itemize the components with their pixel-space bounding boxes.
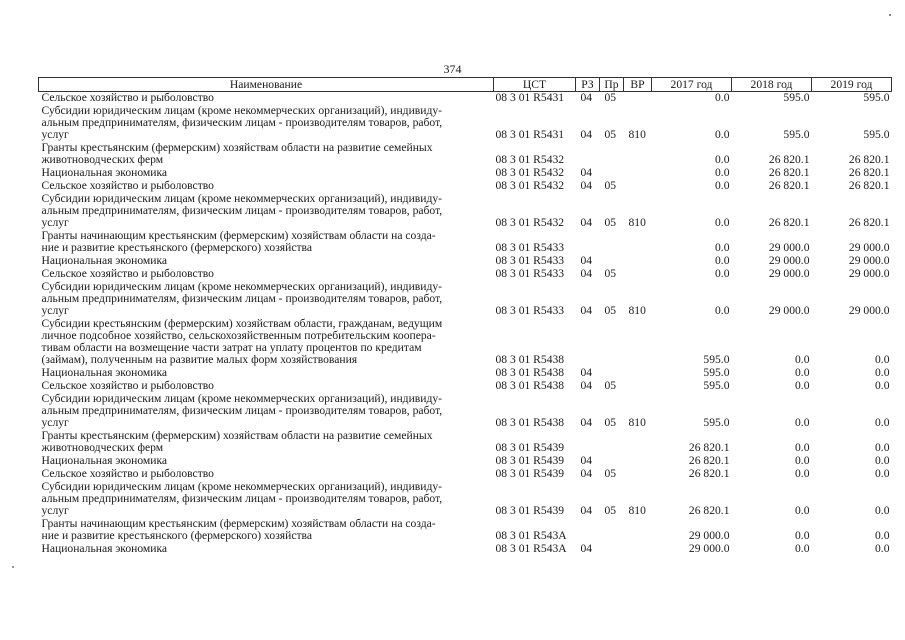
table-row <box>39 367 892 380</box>
cell-2019: 0.0 <box>875 367 890 379</box>
cell-pr <box>600 255 624 268</box>
table-row <box>39 518 892 543</box>
cell-name-line: Сельское хозяйство и рыболовство <box>41 180 214 192</box>
table-row <box>39 281 892 318</box>
cell-2018: 26 820.1 <box>768 167 810 179</box>
cell-name-line: Субсидии юридическим лицам (кроме некоммерческих организаций), индивиду- <box>41 393 443 405</box>
cell-2017: 0.0 <box>715 255 730 267</box>
cell-name-line: Национальная экономика <box>41 255 168 267</box>
cell-2019: 29 000.0 <box>848 255 890 267</box>
cell-name <box>39 543 494 556</box>
cell-2017: 29 000.0 <box>688 543 730 555</box>
header-vr: ВР <box>624 78 652 92</box>
cell-name-line: альным предпринимателям, физическим лицам - производителям товаров, работ, <box>41 204 443 217</box>
cell-2018: 0.0 <box>795 380 810 392</box>
cell-rz: 04 <box>580 255 593 267</box>
cell-pr <box>600 455 624 468</box>
cell-pr: 05 <box>604 416 617 429</box>
cell-2017: 0.0 <box>715 216 730 229</box>
cell-vr <box>624 255 652 268</box>
cell-2017: 0.0 <box>715 241 730 254</box>
cell-name <box>39 518 494 543</box>
cell-name <box>39 367 494 380</box>
cell-2018: 595.0 <box>783 128 810 141</box>
cell-name-line: услуг <box>41 416 69 429</box>
cell-2019: 26 820.1 <box>848 216 890 229</box>
cell-rz: 04 <box>580 504 593 517</box>
cell-2019: 595.0 <box>863 128 890 141</box>
cell-name-line: услуг <box>41 216 69 229</box>
cell-name-line: Сельское хозяйство и рыболовство <box>41 268 214 280</box>
cell-2017: 595.0 <box>703 353 730 366</box>
cell-vr <box>624 142 652 167</box>
cell-2017: 0.0 <box>715 167 730 179</box>
cell-vr <box>624 468 652 481</box>
cell-cst: 08 3 01 R5439 <box>495 441 565 454</box>
cell-name <box>39 167 494 180</box>
cell-name-line: Национальная экономика <box>41 367 168 379</box>
cell-cst: 08 3 01 R5433 <box>495 255 565 267</box>
cell-pr <box>600 518 624 543</box>
cell-name-line: ние и развитие крестьянского (фермерского) хозяйства <box>41 529 312 542</box>
cell-name-line: альным предпринимателям, физическим лицам - производителям товаров, работ, <box>41 404 443 417</box>
header-rz: РЗ <box>576 78 600 92</box>
cell-rz: 04 <box>580 268 593 280</box>
table-row <box>39 230 892 255</box>
cell-2018: 0.0 <box>795 455 810 467</box>
cell-rz <box>576 430 600 455</box>
corner-mark <box>889 14 891 16</box>
cell-pr <box>600 142 624 167</box>
cell-rz: 04 <box>580 367 593 379</box>
cell-2018: 0.0 <box>795 529 810 542</box>
cell-pr: 05 <box>604 91 617 104</box>
cell-name-line: Субсидии юридическим лицам (кроме некоммерческих организаций), индивиду- <box>41 193 443 205</box>
cell-2019: 0.0 <box>875 543 890 555</box>
cell-2017: 0.0 <box>715 304 730 317</box>
cell-name <box>39 455 494 468</box>
cell-rz: 04 <box>580 180 593 192</box>
cell-2018: 0.0 <box>795 353 810 366</box>
cell-pr: 05 <box>604 380 617 392</box>
cell-name <box>39 92 494 106</box>
cell-name-line: услуг <box>41 504 69 517</box>
cell-rz: 04 <box>580 91 593 104</box>
cell-2018: 0.0 <box>795 416 810 429</box>
page-number: 374 <box>443 62 462 76</box>
cell-name-line: альным предпринимателям, физическим лицам - производителям товаров, работ, <box>41 492 443 505</box>
cell-pr <box>600 543 624 556</box>
cell-2017: 26 820.1 <box>688 455 730 467</box>
cell-name <box>39 230 494 255</box>
cell-cst: 08 3 01 R5431 <box>495 91 565 104</box>
cell-2017: 0.0 <box>715 91 730 104</box>
cell-name <box>39 468 494 481</box>
cell-pr: 05 <box>604 268 617 280</box>
cell-2019: 0.0 <box>875 441 890 454</box>
header-2019: 2019 год <box>812 78 892 92</box>
cell-vr <box>624 167 652 180</box>
cell-2017: 0.0 <box>715 268 730 280</box>
budget-table <box>38 77 892 556</box>
cell-vr <box>624 543 652 556</box>
cell-2019: 29 000.0 <box>848 241 890 254</box>
cell-cst: 08 3 01 R543A <box>495 529 567 542</box>
cell-2018: 29 000.0 <box>768 255 810 267</box>
cell-cst: 08 3 01 R5431 <box>495 128 565 141</box>
cell-cst: 08 3 01 R5439 <box>495 455 565 467</box>
cell-name-line: услуг <box>41 128 69 141</box>
cell-name-line: Национальная экономика <box>41 455 168 467</box>
table-row <box>39 318 892 367</box>
cell-rz <box>576 230 600 255</box>
cell-name-line: Сельское хозяйство и рыболовство <box>41 91 214 104</box>
cell-cst: 08 3 01 R5432 <box>495 216 565 229</box>
cell-cst: 08 3 01 R5439 <box>495 504 565 517</box>
cell-cst: 08 3 01 R5438 <box>495 380 565 392</box>
cell-name-line: Сельское хозяйство и рыболовство <box>41 380 214 392</box>
cell-cst: 08 3 01 R5432 <box>495 180 565 192</box>
cell-name-line: тивам области на возмещение части затрат на уплату процентов по кредитам <box>41 341 422 354</box>
table-row <box>39 142 892 167</box>
cell-pr: 05 <box>604 180 617 192</box>
cell-2018: 0.0 <box>795 504 810 517</box>
cell-2019: 0.0 <box>875 416 890 429</box>
cell-pr <box>600 430 624 455</box>
table-row <box>39 455 892 468</box>
cell-name <box>39 193 494 230</box>
cell-vr: 810 <box>628 128 646 141</box>
cell-2019: 26 820.1 <box>848 153 890 166</box>
cell-rz: 04 <box>580 455 593 467</box>
table-row <box>39 468 892 481</box>
cell-2018: 0.0 <box>795 468 810 480</box>
cell-vr <box>624 518 652 543</box>
cell-cst: 08 3 01 R5433 <box>495 304 565 317</box>
cell-2018: 29 000.0 <box>768 268 810 280</box>
cell-rz <box>576 518 600 543</box>
cell-name-line: Сельское хозяйство и рыболовство <box>41 468 214 480</box>
cell-vr <box>624 380 652 393</box>
cell-vr <box>624 455 652 468</box>
table-body <box>39 92 892 557</box>
cell-pr: 05 <box>604 128 617 141</box>
cell-pr: 05 <box>604 304 617 317</box>
cell-2019: 0.0 <box>875 529 890 542</box>
table-row <box>39 92 892 106</box>
margin-mark <box>12 566 14 568</box>
cell-name <box>39 142 494 167</box>
cell-2018: 26 820.1 <box>768 180 810 192</box>
cell-rz <box>576 318 600 367</box>
cell-cst: 08 3 01 R5432 <box>495 167 565 179</box>
cell-2018: 29 000.0 <box>768 304 810 317</box>
cell-2019: 0.0 <box>875 455 890 467</box>
table-row <box>39 430 892 455</box>
cell-rz <box>576 142 600 167</box>
cell-2019: 0.0 <box>875 353 890 366</box>
cell-2017: 595.0 <box>703 367 730 379</box>
cell-name-line: Гранты начинающим крестьянским (фермерским) хозяйствам области на созда- <box>41 230 436 242</box>
cell-2017: 26 820.1 <box>688 468 730 480</box>
cell-name-line: альным предпринимателям, физическим лицам - производителям товаров, работ, <box>41 116 443 129</box>
cell-2018: 26 820.1 <box>768 216 810 229</box>
table-row <box>39 105 892 142</box>
cell-2018: 29 000.0 <box>768 241 810 254</box>
table-row <box>39 268 892 281</box>
cell-2019: 0.0 <box>875 380 890 392</box>
cell-name <box>39 255 494 268</box>
cell-cst: 08 3 01 R5438 <box>495 367 565 379</box>
cell-vr <box>624 92 652 106</box>
cell-2019: 0.0 <box>875 468 890 480</box>
cell-2018: 0.0 <box>795 543 810 555</box>
cell-rz: 04 <box>580 468 593 480</box>
cell-name <box>39 180 494 193</box>
cell-2017: 0.0 <box>715 153 730 166</box>
table-row <box>39 255 892 268</box>
cell-2019: 595.0 <box>863 91 890 104</box>
cell-2018: 26 820.1 <box>768 153 810 166</box>
cell-2019: 0.0 <box>875 504 890 517</box>
cell-name <box>39 318 494 367</box>
header-cst: ЦСТ <box>494 78 576 92</box>
cell-name-line: Гранты начинающим крестьянским (фермерским) хозяйствам области на созда- <box>41 518 436 530</box>
cell-vr <box>624 268 652 281</box>
cell-vr: 810 <box>628 216 646 229</box>
cell-rz: 04 <box>580 128 593 141</box>
cell-name-line: Гранты крестьянским (фермерским) хозяйствам области на развитие семейных <box>41 430 433 442</box>
cell-vr: 810 <box>628 416 646 429</box>
cell-name <box>39 268 494 281</box>
cell-2017: 595.0 <box>703 380 730 392</box>
cell-rz: 04 <box>580 543 593 555</box>
cell-vr <box>624 318 652 367</box>
cell-name-line: животноводческих ферм <box>41 441 164 454</box>
cell-pr: 05 <box>604 468 617 480</box>
cell-name-line: личное подсобное хозяйство, сельскохозяйственным потребительским коопера- <box>41 329 436 342</box>
cell-name-line: животноводческих ферм <box>41 153 164 166</box>
cell-cst: 08 3 01 R543A <box>495 543 567 555</box>
cell-name-line: альным предпринимателям, физическим лицам - производителям товаров, работ, <box>41 292 443 305</box>
cell-2017: 595.0 <box>703 416 730 429</box>
table-row <box>39 543 892 556</box>
cell-pr: 05 <box>604 216 617 229</box>
cell-name-line: ние и развитие крестьянского (фермерского) хозяйства <box>41 241 312 254</box>
cell-name-line: (займам), полученным на развитие малых форм хозяйствования <box>41 353 358 366</box>
cell-2018: 0.0 <box>795 367 810 379</box>
cell-rz: 04 <box>580 216 593 229</box>
cell-2019: 26 820.1 <box>848 180 890 192</box>
cell-name-line: Субсидии крестьянским (фермерским) хозяйствам области, гражданам, ведущим <box>41 318 443 330</box>
cell-vr <box>624 230 652 255</box>
cell-pr <box>600 367 624 380</box>
cell-pr: 05 <box>604 504 617 517</box>
cell-cst: 08 3 01 R5439 <box>495 468 565 480</box>
cell-pr <box>600 318 624 367</box>
cell-2019: 26 820.1 <box>848 167 890 179</box>
cell-vr <box>624 367 652 380</box>
cell-2019: 29 000.0 <box>848 268 890 280</box>
cell-vr: 810 <box>628 304 646 317</box>
cell-rz: 04 <box>580 167 593 179</box>
cell-rz: 04 <box>580 380 593 392</box>
table-row <box>39 167 892 180</box>
table-header-row <box>39 78 892 92</box>
cell-name <box>39 105 494 142</box>
cell-pr <box>600 230 624 255</box>
cell-cst: 08 3 01 R5438 <box>495 353 565 366</box>
cell-cst: 08 3 01 R5438 <box>495 416 565 429</box>
cell-rz: 04 <box>580 304 593 317</box>
table-row <box>39 193 892 230</box>
cell-pr <box>600 167 624 180</box>
cell-2018: 0.0 <box>795 441 810 454</box>
cell-cst: 08 3 01 R5432 <box>495 153 565 166</box>
cell-2017: 26 820.1 <box>688 441 730 454</box>
cell-name-line: Субсидии юридическим лицам (кроме некоммерческих организаций), индивиду- <box>41 281 443 293</box>
cell-name-line: Субсидии юридическим лицам (кроме некоммерческих организаций), индивиду- <box>41 105 443 117</box>
header-pr: Пр <box>600 78 624 92</box>
cell-name-line: Гранты крестьянским (фермерским) хозяйствам области на развитие семейных <box>41 142 433 154</box>
cell-name-line: Субсидии юридическим лицам (кроме некоммерческих организаций), индивиду- <box>41 481 443 493</box>
cell-2018: 595.0 <box>783 91 810 104</box>
cell-name-line: услуг <box>41 304 69 317</box>
table-row <box>39 180 892 193</box>
cell-2017: 29 000.0 <box>688 529 730 542</box>
header-2017: 2017 год <box>652 78 732 92</box>
header-name: Наименование <box>39 78 494 92</box>
cell-cst: 08 3 01 R5433 <box>495 241 565 254</box>
table-row <box>39 380 892 393</box>
header-2018: 2018 год <box>732 78 812 92</box>
table-row <box>39 481 892 518</box>
cell-vr: 810 <box>628 504 646 517</box>
table-row <box>39 393 892 430</box>
cell-name <box>39 430 494 455</box>
cell-name-line: Национальная экономика <box>41 167 168 179</box>
cell-2017: 0.0 <box>715 128 730 141</box>
cell-name <box>39 481 494 518</box>
cell-name-line: Национальная экономика <box>41 543 168 555</box>
cell-2019: 29 000.0 <box>848 304 890 317</box>
cell-2017: 26 820.1 <box>688 504 730 517</box>
cell-rz: 04 <box>580 416 593 429</box>
cell-vr <box>624 430 652 455</box>
cell-vr <box>624 180 652 193</box>
cell-name <box>39 393 494 430</box>
cell-name <box>39 380 494 393</box>
cell-cst: 08 3 01 R5433 <box>495 268 565 280</box>
cell-2017: 0.0 <box>715 180 730 192</box>
cell-name <box>39 281 494 318</box>
